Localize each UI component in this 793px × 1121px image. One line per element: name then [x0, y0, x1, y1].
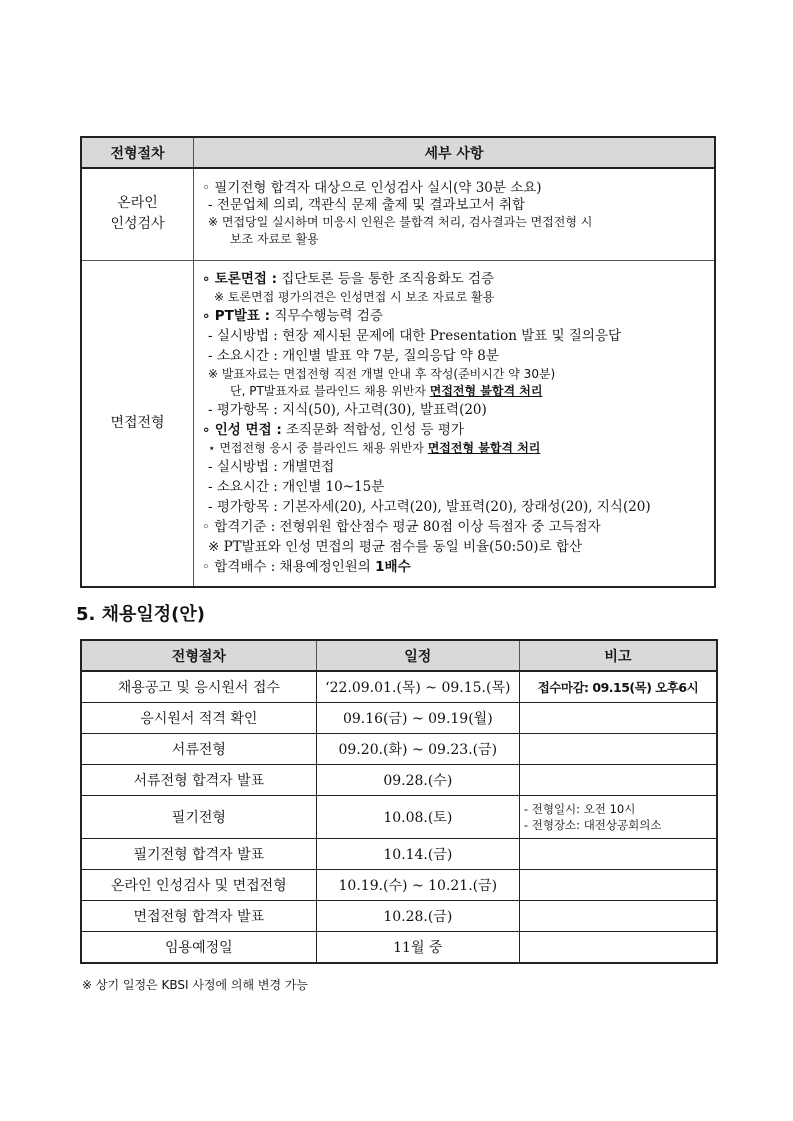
item-text: 직무수행능력 검증	[270, 308, 383, 325]
stage-cell	[81, 260, 194, 587]
criteria-line: ◦ 합격기준 : 전형위원 합산점수 평균 80점 이상 득점자 중 고득점자	[202, 519, 601, 536]
detail-line: - 평가항목 : 기본자세(20), 사고력(20), 발표력(20), 장래성(20), 지식(20)	[208, 499, 651, 516]
remark-line: - 전형장소: 대전상공회의소	[523, 818, 662, 832]
header-details: 세부 사항	[194, 137, 716, 168]
table-header-row	[81, 137, 715, 168]
emphasis-text: 면접전형 불합격 처리	[427, 441, 541, 456]
remark-cell: 접수마감: 09.15(목) 오후6시	[519, 671, 717, 703]
table-row	[81, 796, 717, 839]
bullet-icon: ∘	[202, 308, 211, 325]
bullet-icon: ∘	[202, 271, 211, 288]
date-cell: ‘22.09.01.(목) ~ 09.15.(목)	[316, 671, 519, 703]
stage-cell: 온라인 인성검사 및 면접전형	[81, 870, 316, 901]
header-schedule: 일정	[316, 640, 519, 671]
stage-label-line: 온라인	[117, 195, 158, 212]
date-cell: 10.19.(수) ~ 10.21.(금)	[316, 870, 519, 901]
header-stage: 전형절차	[81, 640, 316, 671]
detail-line: - 실시방법 : 현장 제시된 문제에 대한 Presentation 발표 및 질의응답	[208, 328, 622, 345]
stage-cell: 서류전형	[81, 734, 316, 765]
table-row	[81, 703, 717, 734]
table-row-online-personality-test	[81, 168, 715, 260]
stage-cell	[81, 168, 194, 260]
stage-label-line: 인성검사	[110, 216, 165, 233]
note-line	[202, 383, 706, 400]
date-cell: 09.16(금) ~ 09.19(월)	[316, 703, 519, 734]
remark-cell	[519, 870, 717, 901]
remark-cell	[519, 734, 717, 765]
schedule-footnote: ※ 상기 일정은 KBSI 사정에 의해 변경 가능	[82, 978, 309, 992]
item-text: 집단토론 등을 통한 조직융화도 검증	[277, 271, 495, 288]
date-cell: 10.14.(금)	[316, 839, 519, 870]
recruitment-schedule-table	[80, 639, 718, 964]
table-row	[81, 901, 717, 932]
table-row	[81, 839, 717, 870]
personality-interview-line	[202, 420, 706, 440]
detail-line: - 전문업체 의뢰, 객관식 문제 출제 및 결과보고서 취합	[208, 197, 526, 214]
header-remarks: 비고	[519, 640, 717, 671]
selection-details-table	[80, 136, 716, 588]
item-title: 인성 면접 :	[214, 422, 282, 439]
item-title: 토론면접 :	[214, 271, 278, 288]
note-line: ※ 발표자료는 면접전형 직전 개별 안내 후 작성(준비시간 약 30분)	[208, 367, 556, 382]
note-line: ※ 면접당일 실시하며 미응시 인원은 불합격 처리, 검사결과는 면접전형 시	[208, 215, 593, 230]
note-text: 단, PT발표자료 블라인드 채용 위반자	[230, 384, 430, 399]
date-cell: 09.28.(수)	[316, 765, 519, 796]
stage-cell: 필기전형 합격자 발표	[81, 839, 316, 870]
detail-line: - 소요시간 : 개인별 10~15분	[208, 479, 385, 496]
multiple-text: ◦ 합격배수 : 채용예정인원의	[202, 559, 376, 576]
stage-cell: 응시원서 적격 확인	[81, 703, 316, 734]
detail-line: - 평가항목 : 지식(50), 사고력(30), 발표력(20)	[208, 402, 487, 419]
date-cell: 10.08.(토)	[316, 796, 519, 839]
item-text: 조직문화 적합성, 인성 등 평가	[281, 422, 464, 439]
pt-presentation-line	[202, 306, 706, 326]
note-line: 보조 자료로 활용	[230, 232, 319, 247]
stage-cell: 임용예정일	[81, 932, 316, 964]
details-cell	[194, 260, 716, 587]
date-cell: 11월 중	[316, 932, 519, 964]
remark-cell	[519, 796, 717, 839]
multiple-line	[202, 557, 706, 577]
date-cell: 10.28.(금)	[316, 901, 519, 932]
remark-cell	[519, 703, 717, 734]
header-stage: 전형절차	[81, 137, 194, 168]
note-text: ⋆ 면접전형 응시 중 블라인드 채용 위반자	[208, 441, 428, 456]
remark-cell	[519, 839, 717, 870]
table-row	[81, 870, 717, 901]
date-cell: 09.20.(화) ~ 09.23.(금)	[316, 734, 519, 765]
stage-label-line: 면접전형	[110, 414, 165, 431]
note-line: ※ PT발표와 인성 면접의 평균 점수를 동일 비율(50:50)로 합산	[208, 539, 582, 556]
remark-cell	[519, 932, 717, 964]
remark-cell	[519, 901, 717, 932]
item-title: PT발표 :	[214, 308, 271, 325]
table-row	[81, 932, 717, 964]
table-row	[81, 734, 717, 765]
table-row	[81, 671, 717, 703]
note-line: ※ 토론면접 평가의견은 인성면접 시 보조 자료로 활용	[214, 290, 495, 305]
stage-cell: 면접전형 합격자 발표	[81, 901, 316, 932]
stage-cell: 필기전형	[81, 796, 316, 839]
note-line	[202, 440, 706, 457]
remark-line: - 전형일시: 오전 10시	[523, 802, 636, 816]
detail-line: - 소요시간 : 개인별 발표 약 7분, 질의응답 약 8분	[208, 348, 499, 365]
table-header-row	[81, 640, 717, 671]
emphasis-text: 면접전형 불합격 처리	[429, 384, 543, 399]
emphasis-text: 1배수	[375, 559, 411, 576]
detail-line: - 실시방법 : 개별면접	[208, 459, 335, 476]
details-cell	[194, 168, 716, 260]
section-title: 5. 채용일정(안)	[76, 604, 206, 625]
stage-cell: 서류전형 합격자 발표	[81, 765, 316, 796]
debate-interview-line	[202, 269, 706, 289]
table-row	[81, 765, 717, 796]
table-row-interview	[81, 260, 715, 587]
remark-cell	[519, 765, 717, 796]
stage-cell: 채용공고 및 응시원서 접수	[81, 671, 316, 703]
bullet-icon: ∘	[202, 422, 211, 439]
detail-line: ◦ 필기전형 합격자 대상으로 인성검사 실시(약 30분 소요)	[202, 180, 542, 197]
